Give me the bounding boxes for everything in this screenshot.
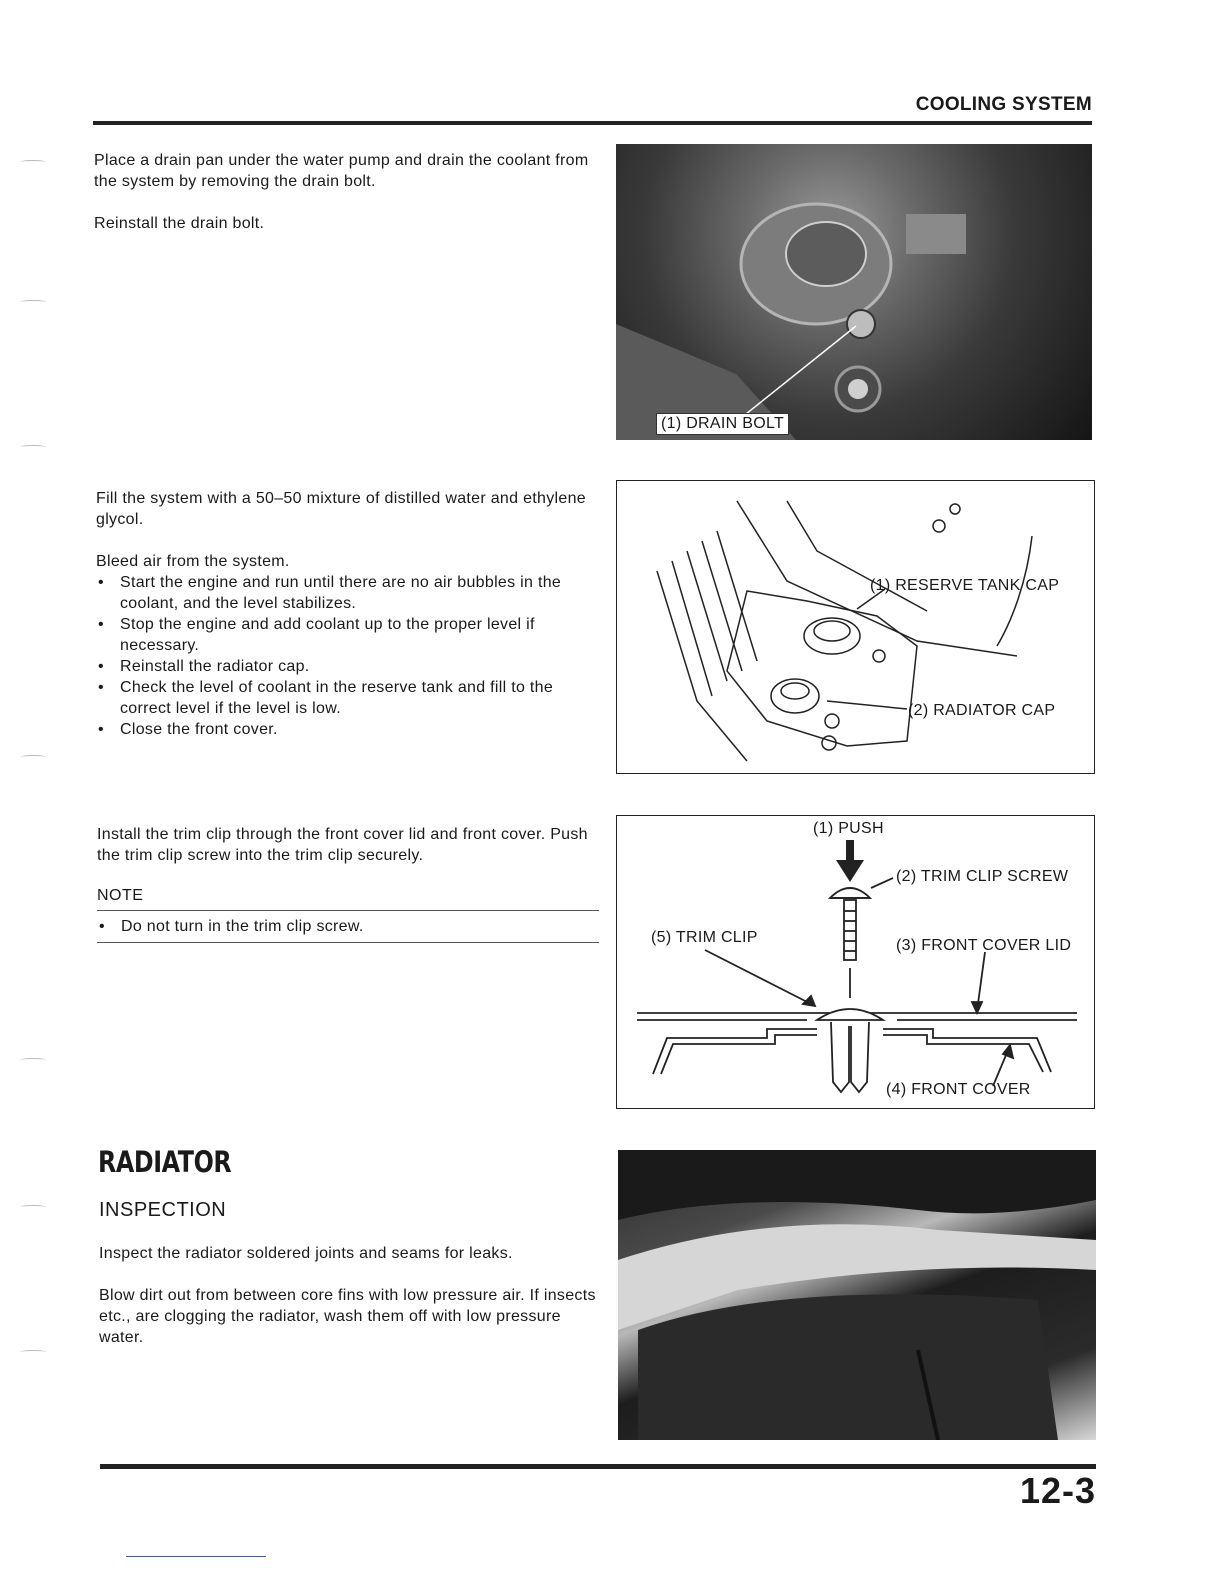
note-bottom-rule [97,942,599,943]
bleed-steps-list [96,572,598,740]
note-label: NOTE [97,887,144,904]
list-item: • Start the engine and run until there are no air bubbles in the coolant, and the level stabilizes. [96,572,598,614]
trim-clip-instructions [97,824,599,943]
fill-paragraph: Fill the system with a 50–50 mixture of distilled water and ethylene glycol. [96,490,586,528]
trim-clip-screw-callout: (2) TRIM CLIP SCREW [896,868,1069,885]
blow-dirt-paragraph: Blow dirt out from between core fins with low pressure air. If insects etc., are clogging the radiator, wash them off with low pressure water. [99,1287,596,1346]
note-top-rule [97,910,599,911]
margin-mark [20,445,46,449]
trim-clip-paragraph: Install the trim clip through the front cover lid and front cover. Push the trim clip screw into the trim clip securely. [97,826,588,864]
note-list [97,916,599,937]
section-header-title: COOLING SYSTEM [915,94,1092,115]
bleed-paragraph: Bleed air from the system. [96,553,290,570]
trim-clip-callout: (5) TRIM CLIP [651,929,758,946]
margin-mark [20,755,46,759]
reinstall-drain-bolt-paragraph: Reinstall the drain bolt. [94,215,265,232]
radiator-photo [618,1150,1096,1440]
drain-bolt-photo-art [616,144,1092,440]
margin-mark [20,160,46,164]
list-item: • Stop the engine and add coolant up to the proper level if necessary. [96,614,598,656]
footer-scan-line [126,1556,266,1557]
header-rule [93,121,1092,125]
page-number: 12-3 [1019,1470,1096,1511]
margin-mark [20,1350,46,1354]
radiator-cap-diagram-art [617,481,1094,773]
list-item: • Do not turn in the trim clip screw. [97,916,599,937]
margin-mark [20,1205,46,1209]
drain-paragraph: Place a drain pan under the water pump and drain the coolant from the system by removing the drain bolt. [94,152,589,190]
radiator-cap-callout: (2) RADIATOR CAP [908,702,1056,719]
list-item: • Reinstall the radiator cap. [96,656,598,677]
inspection-subheading: INSPECTION [99,1199,227,1221]
drain-instructions [94,150,599,234]
drain-bolt-photo [616,144,1092,440]
reserve-tank-cap-callout: (1) RESERVE TANK CAP [870,577,1060,594]
list-item: • Close the front cover. [96,719,598,740]
push-callout: (1) PUSH [813,820,884,837]
fill-bleed-instructions [96,488,598,740]
inspection-instructions [99,1243,601,1348]
radiator-photo-art [618,1150,1096,1440]
front-cover-callout: (4) FRONT COVER [886,1081,1031,1098]
trim-clip-diagram [616,815,1095,1109]
radiator-heading: RADIATOR [98,1145,232,1179]
list-item: • Check the level of coolant in the reserve tank and fill to the correct level if the level is low. [96,677,598,719]
front-cover-lid-callout: (3) FRONT COVER LID [896,937,1072,954]
trim-clip-diagram-art [617,816,1094,1108]
margin-mark [20,1058,46,1062]
drain-bolt-callout: (1) DRAIN BOLT [656,413,789,435]
margin-mark [20,300,46,304]
radiator-cap-diagram [616,480,1095,774]
footer-rule [100,1464,1096,1469]
inspect-joints-paragraph: Inspect the radiator soldered joints and seams for leaks. [99,1245,513,1262]
